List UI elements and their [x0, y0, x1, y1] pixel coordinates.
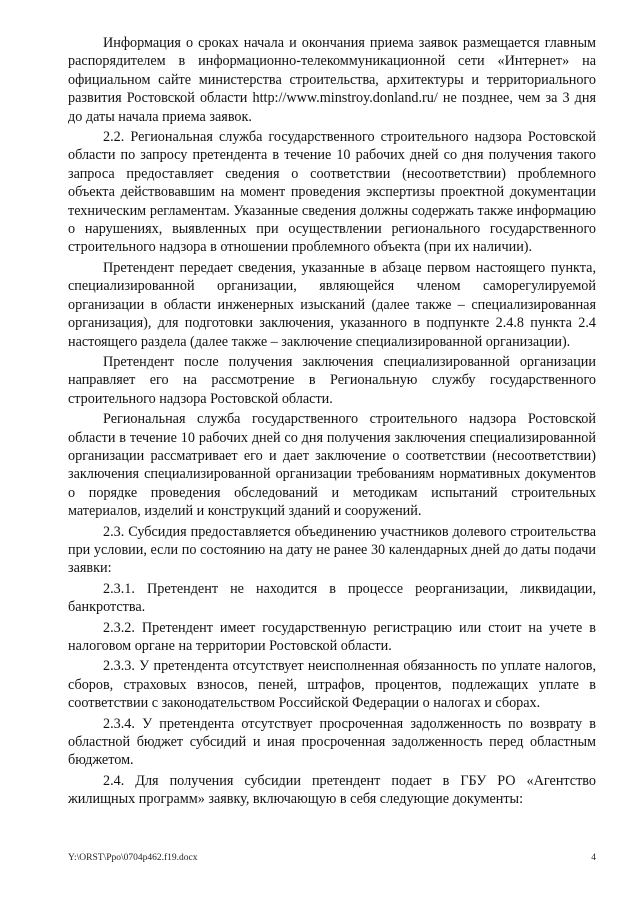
paragraph-regional-service-review: Региональная служба государственного строительного надзора Ростовской области в течение 10 рабочих дней со дня получения заключения специализированной организации рассматривает его и дает заключение о соответствии (несоответствии) заключения специализированной организации требованиям нормативных документов о порядке проведения обследований и методикам испытаний строительных материалов, изделий и конструкций зданий и сооружений. [68, 411, 596, 520]
paragraph-2-3-4: 2.3.4. У претендента отсутствует просроченная задолженность по возврату в областной бюджет субсидий и иная просроченная задолженность перед областным бюджетом. [68, 715, 596, 769]
footer-file-path: Y:\ORST\Ppo\0704p462.f19.docx [68, 853, 198, 863]
paragraph-application-info: Информация о сроках начала и окончания приема заявок размещается главным распорядителем в информационно-телекоммуникационной сети «Интернет» на официальном сайте министерства строительства, архитектуры и территориального развития Ростовской области http://www.minstroy.donland.ru/ не позднее, чем за 3 дня до даты начала приема заявок. [68, 35, 596, 125]
paragraph-2-3-2: 2.3.2. Претендент имеет государственную регистрацию или стоит на учете в налоговом органе на территории Ростовской области. [68, 619, 596, 654]
paragraph-2-4: 2.4. Для получения субсидии претендент подает в ГБУ РО «Агентство жилищных программ» заявку, включающую в себя следующие документы: [68, 772, 596, 808]
paragraph-2-3: 2.3. Субсидия предоставляется объединению участников долевого строительства при условии, если по состоянию на дату не ранее 30 календарных дней до даты подачи заявки: [68, 523, 596, 577]
paragraph-2-3-3: 2.3.3. У претендента отсутствует неисполненная обязанность по уплате налогов, сборов, страховых взносов, пеней, штрафов, процентов, подлежащих уплате в соответствии с законодательством Российской Федерации о налогах и сборах. [68, 658, 596, 712]
paragraph-applicant-sends: Претендент после получения заключения специализированной организации направляет его на рассмотрение в Региональную службу государственного строительного надзора Ростовской области. [68, 353, 596, 407]
paragraph-applicant-transfers: Претендент передает сведения, указанные в абзаце первом настоящего пункта, специализированной организации, являющейся членом саморегулируемой организации в области инженерных изысканий (далее также – специализированная организация), для подготовки заключения, указанного в подпункте 2.4.8 пункта 2.4 настоящего раздела (далее также – заключение специализированной организации). [68, 259, 596, 350]
paragraph-2-3-1: 2.3.1. Претендент не находится в процессе реорганизации, ликвидации, банкротства. [68, 580, 596, 616]
paragraph-2-2: 2.2. Региональная служба государственного строительного надзора Ростовской области по запросу претендента в течение 10 рабочих дней со дня получения такого запроса предоставляет сведения о соответствии (несоответствии) проблемного объекта действовавшим на момент проведения экспертизы проектной документации техническим регламентам. Указанные сведения должны содержать также информацию о нарушениях, выявленных при осуществлении регионального государственного строительного надзора в отношении проблемного объекта (при их наличии). [68, 129, 596, 256]
page-number: 4 [591, 853, 596, 863]
document-page [68, 34, 596, 811]
